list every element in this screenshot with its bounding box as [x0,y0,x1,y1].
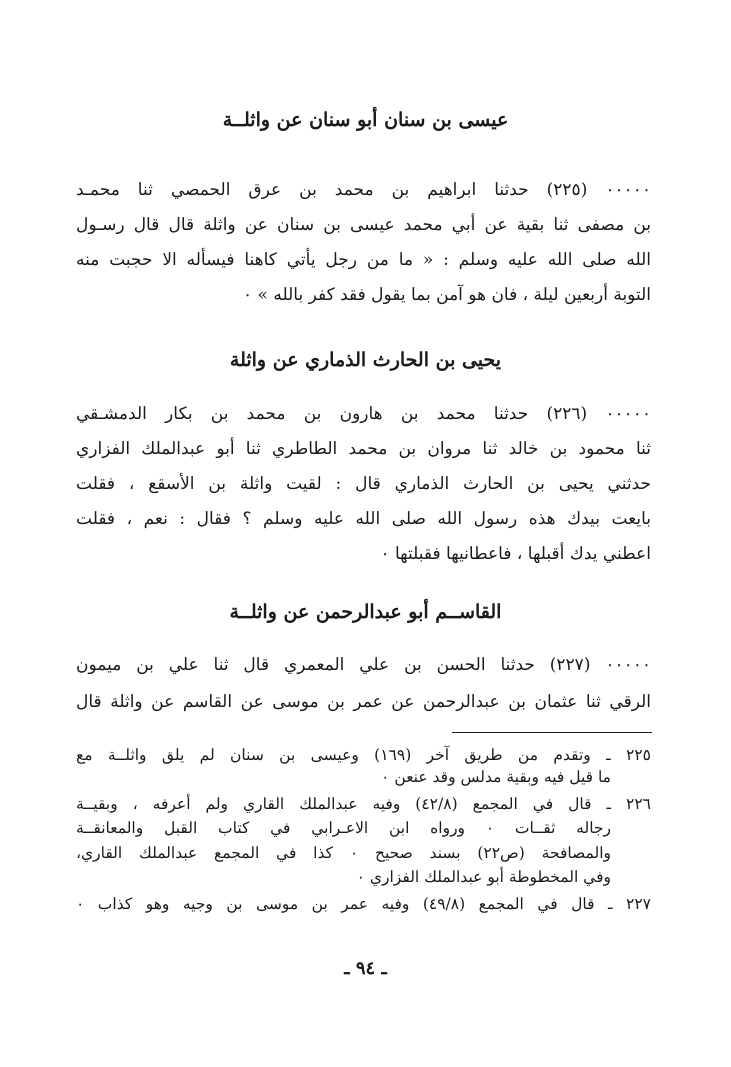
section-2-line-2: ثنا محمود بن خالد ثنا مروان بن محمد الطاطري ثنا أبو عبدالملك الفزاري [76,439,651,459]
section-heading-2: يحيى بن الحارث الذماري عن واثلة [229,349,502,371]
section-1-line-2: بن مصفى ثنا بقية عن أبي محمد عيسى بن سنان عن واثلة قال قال رسـول [76,215,651,235]
footnote-226-line-4: وفي المخطوطة أبو عبدالملك الفزاري ٠ [356,868,611,886]
section-heading-3: القاســم أبو عبدالرحمن عن واثلــة [229,601,502,623]
section-2-line-4: بايعت بيدك هذه رسول الله صلى الله عليه وسلم ؟ فقال : نعم ، فقلت [76,509,651,529]
section-2-line-3: حدثني يحيى بن الحارث الذماري قال : لقيت واثلة بن الأسقع ، فقلت [76,474,651,494]
section-1-line-3: الله صلى الله عليه وسلم : « ما من رجل يأتي كاهنا فيسأله الا حجبت منه [76,250,651,270]
section-3-line-1: ٠٠٠٠٠ (٢٢٧) حدثنا الحسن بن علي المعمري قال ثنا علي بن ميمون [76,655,651,675]
footnote-225-line-2: ما قيل فيه وبقية مدلس وقد عنعن ٠ [381,768,611,786]
page-number: ـ ٩٤ ـ [344,958,387,979]
section-heading-1: عيسى بن سنان أبو سنان عن واثلــة [222,109,509,131]
footnote-225-line-1: ٢٢٥ ـ وتقدم من طريق آخر (١٦٩) وعيسى بن سنان لم يلق واثلــة مع [76,746,651,764]
section-2-line-5: اعطني يدك أقبلها ، فاعطانيها فقبلتها ٠ [380,544,651,564]
section-1-line-4: التوبة أربعين ليلة ، فان هو آمن بما يقول فقد كفر بالله » ٠ [243,285,651,305]
footnote-227-line-1: ٢٢٧ ـ قال في المجمع (٤٩/٨) وفيه عمر بن موسى بن وجيه وهو كذاب ٠ [76,895,651,913]
footnote-226-line-2: رجاله ثقــات ٠ ورواه ابن الاعـرابي في كتاب القبل والمعانقــة [76,819,611,837]
footnote-separator [452,732,652,733]
section-3-line-2: الرقي ثنا عثمان بن عبدالرحمن عن عمر بن موسى عن القاسم عن واثلة قال [76,692,651,712]
section-2-line-1: ٠٠٠٠٠ (٢٢٦) حدثنا محمد بن هارون بن محمد بن بكار الدمشـقي [76,404,651,424]
footnote-226-line-1: ٢٢٦ ـ قال في المجمع (٤٢/٨) وفيه عبدالملك القاري ولم أعرفه ، وبقيــة [76,795,651,813]
footnote-226-line-3: والمصافحة (ص٢٢) بسند صحيح ٠ كذا في المجمع عبدالملك القاري، [76,844,611,862]
section-1-line-1: ٠٠٠٠٠ (٢٢٥) حدثنا ابراهيم بن محمد بن عرق الحمصي ثنا محمـد [76,180,651,200]
